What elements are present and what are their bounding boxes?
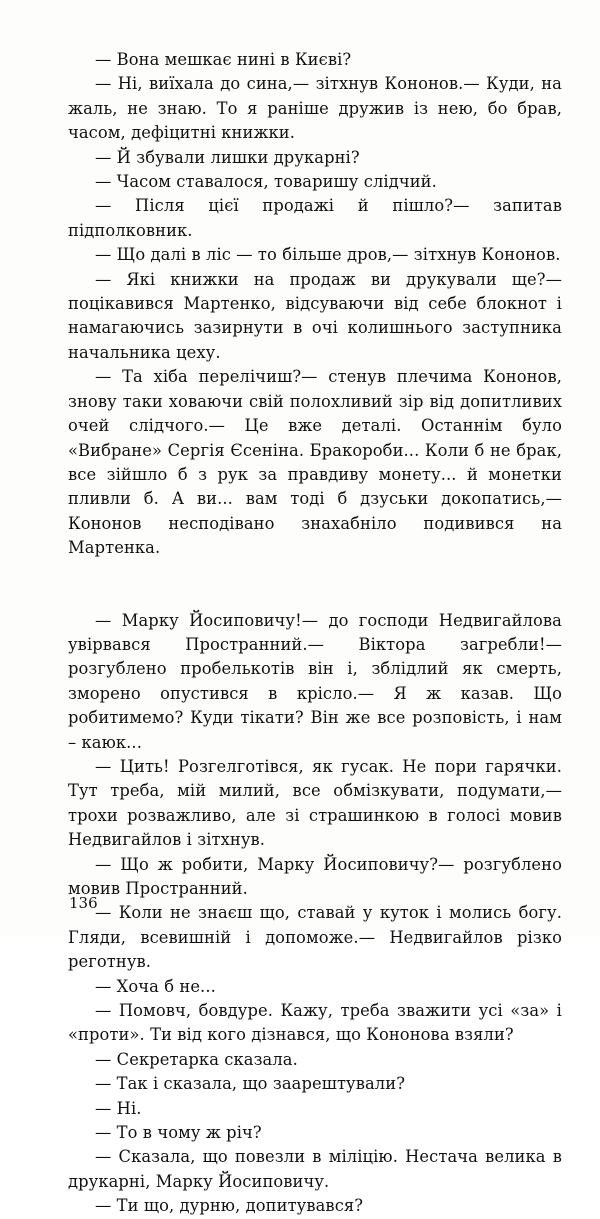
section-conversation xyxy=(68,609,562,1219)
paragraph: — Вона мешкає нині в Києві? xyxy=(95,50,352,69)
paragraph: — Ні, виїхала до сина,— зітхнув Кононов.— Куди, на жаль, не знаю. То я раніше дружив із нею, бо брав, часом, дефіцитні книжки. xyxy=(68,74,562,143)
paragraph: — Марку Йосиповичу!— до господи Недвигайлова увірвався Пространний.— Віктора загребли!— розгублено пробелькотів він і, зблідлий як смерть, зморено опустився в крісло.— Я ж казав. Що робитимемо? Куди тікати? Він же все розповість, і нам – каюк... xyxy=(68,610,562,752)
paragraph: — Ти що, дурню, допитувався? xyxy=(95,1196,364,1216)
paragraph: — То в чому ж річ? xyxy=(95,1123,262,1143)
paragraph: — Після цієї продажі й пішло?— запитав підполковник. xyxy=(68,196,562,240)
paragraph: — Помовч, бовдуре. Кажу, треба зважити усі «за» і «проти». Ти від кого дізнався, що Кононова взяли? xyxy=(68,1001,562,1045)
paragraph: — Ні. xyxy=(95,1098,142,1118)
paragraph: — Та хіба перелічиш?— стенув плечима Кононов, знову таки ховаючи свій полохливий зір від допитливих очей слідчого.— Це вже деталі. Останнім було «Вибране» Сергія Єсеніна. Бракороби... Коли б не брак, все зійшло б з рук за правдиву монету... й монетки пливли б. А ви... вам тоді б дзуськи докопатись,— Кононов несподівано знахабніло подивився на Мартенка. xyxy=(68,367,562,558)
paragraph: — Й збували лишки друкарні? xyxy=(95,147,360,167)
paragraph: — Які книжки на продаж ви друкували ще?— поцікавився Мартенко, відсуваючи від себе блокнот і намагаючись зазирнути в очі колишнього заступника начальника цеху. xyxy=(68,269,562,362)
section-break xyxy=(68,561,562,609)
paragraph: — Так і сказала, що заарештували? xyxy=(95,1074,406,1094)
paragraph: — Цить! Розгелготівся, як гусак. Не пори гарячки. Тут треба, мій милий, все обмізкувати, подумати,— трохи розважливо, але зі страшинкою в голосі мовив Недвигайлов і зітхнув. xyxy=(68,756,562,850)
paragraph: — Часом ставалося, товаришу слідчий. xyxy=(95,172,437,192)
paragraph: — Що далі в ліс — то більше дров,— зітхнув Кононов. xyxy=(95,245,561,265)
section-interrogation xyxy=(68,48,562,561)
paragraph: — Секретарка сказала. xyxy=(95,1049,298,1069)
paragraph: — Сказала, що повезли в міліцію. Нестача велика в друкарні, Марку Йосиповичу. xyxy=(68,1147,562,1191)
paragraph: — Хоча б не... xyxy=(95,976,216,996)
page-number: 136 xyxy=(69,894,98,912)
paragraph: — Коли не знаєш що, ставай у куток і молись богу. Гляди, всевишній і допоможе.— Недвигайлов різко реготнув. xyxy=(68,903,562,972)
page-text xyxy=(68,48,562,1219)
paragraph: — Що ж робити, Марку Йосиповичу?— розгублено мовив Пространний. xyxy=(68,854,562,898)
